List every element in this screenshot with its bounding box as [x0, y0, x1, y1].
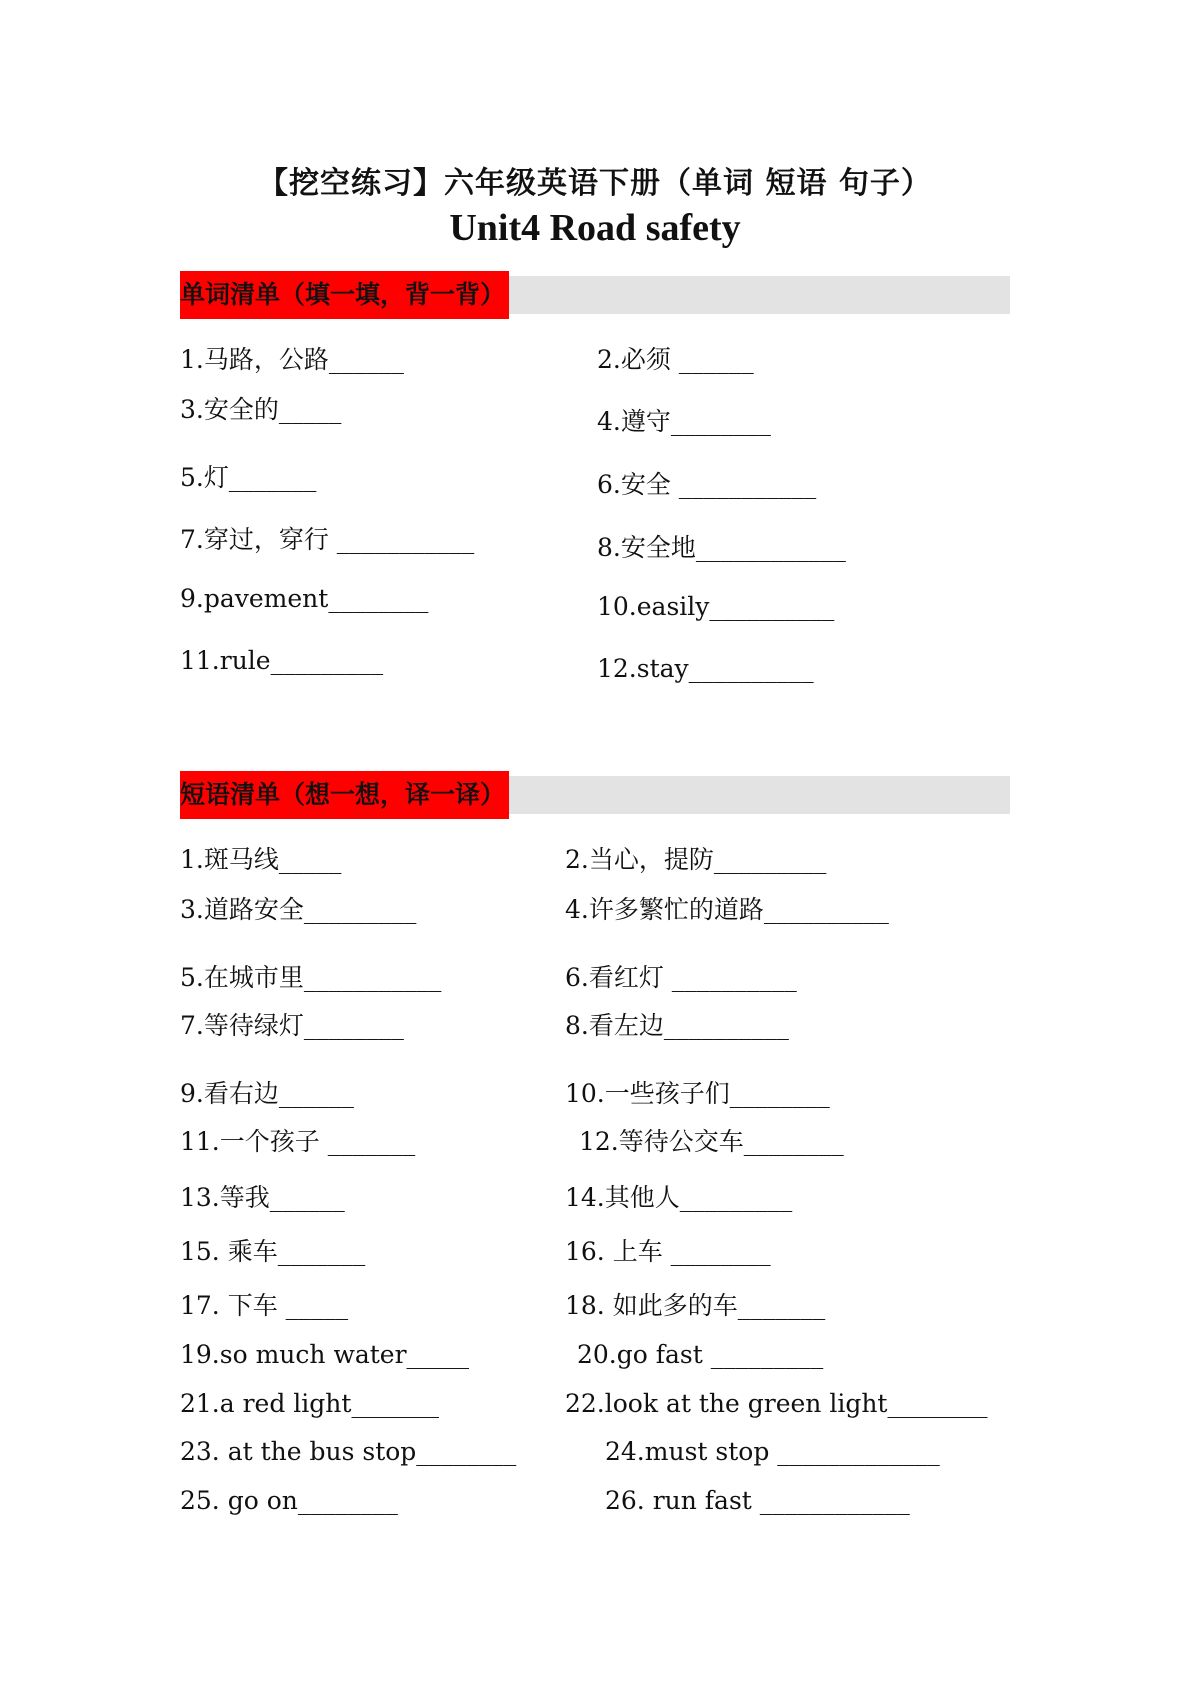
word-item-11: 11.rule_________: [180, 646, 384, 675]
phrase-item-2: 2.当心，提防_________: [565, 845, 827, 874]
phrases-section-label: 短语清单（想一想，译一译）: [180, 771, 509, 819]
phrase-item-19: 19.so much water_____: [180, 1340, 470, 1369]
phrase-item-10: 10.一些孩子们________: [565, 1079, 830, 1108]
phrase-item-14: 14.其他人_________: [565, 1183, 793, 1212]
word-item-2: 2.必须 ______: [597, 345, 754, 374]
word-item-3: 3.安全的_____: [180, 395, 342, 424]
word-item-7: 7.穿过，穿行 ___________: [180, 525, 475, 554]
phrase-item-17: 17. 下车 _____: [180, 1291, 349, 1320]
phrase-item-3: 3.道路安全_________: [180, 895, 417, 924]
phrase-item-4: 4.许多繁忙的道路__________: [565, 895, 889, 924]
phrase-item-20: 20.go fast _________: [577, 1340, 824, 1369]
phrase-item-24: 24.must stop _____________: [605, 1437, 940, 1466]
phrase-item-7: 7.等待绿灯________: [180, 1011, 404, 1040]
words-section-label: 单词清单（填一填，背一背）: [180, 271, 509, 319]
phrase-item-12: 12.等待公交车________: [579, 1127, 844, 1156]
page-title-chinese: 【挖空练习】六年级英语下册（单词 短语 句子）: [258, 166, 932, 201]
word-item-5: 5.灯_______: [180, 463, 317, 492]
word-item-4: 4.遵守________: [597, 407, 771, 436]
phrase-item-16: 16. 上车 ________: [565, 1237, 771, 1266]
phrase-item-1: 1.斑马线_____: [180, 845, 342, 874]
page-title-unit: Unit4 Road safety: [449, 207, 741, 249]
phrases-section-header: [180, 776, 1010, 814]
phrase-item-6: 6.看红灯 __________: [565, 963, 797, 992]
word-item-1: 1.马路，公路______: [180, 345, 404, 374]
phrase-item-23: 23. at the bus stop________: [180, 1437, 517, 1466]
phrase-item-11: 11.一个孩子 _______: [180, 1127, 416, 1156]
phrase-item-18: 18. 如此多的车_______: [565, 1291, 826, 1320]
phrase-item-21: 21.a red light_______: [180, 1389, 439, 1418]
phrase-item-5: 5.在城市里___________: [180, 963, 442, 992]
phrase-item-25: 25. go on________: [180, 1486, 398, 1515]
word-item-10: 10.easily__________: [597, 592, 835, 621]
word-item-6: 6.安全 ___________: [597, 470, 817, 499]
phrase-item-8: 8.看左边__________: [565, 1011, 789, 1040]
phrase-item-13: 13.等我______: [180, 1183, 345, 1212]
word-item-9: 9.pavement________: [180, 584, 429, 613]
word-item-12: 12.stay__________: [597, 654, 814, 683]
phrase-item-9: 9.看右边______: [180, 1079, 354, 1108]
phrase-item-15: 15. 乘车_______: [180, 1237, 366, 1266]
words-section-header: [180, 276, 1010, 314]
phrase-item-22: 22.look at the green light________: [565, 1389, 988, 1418]
word-item-8: 8.安全地____________: [597, 533, 846, 562]
phrase-item-26: 26. run fast ____________: [605, 1486, 910, 1515]
